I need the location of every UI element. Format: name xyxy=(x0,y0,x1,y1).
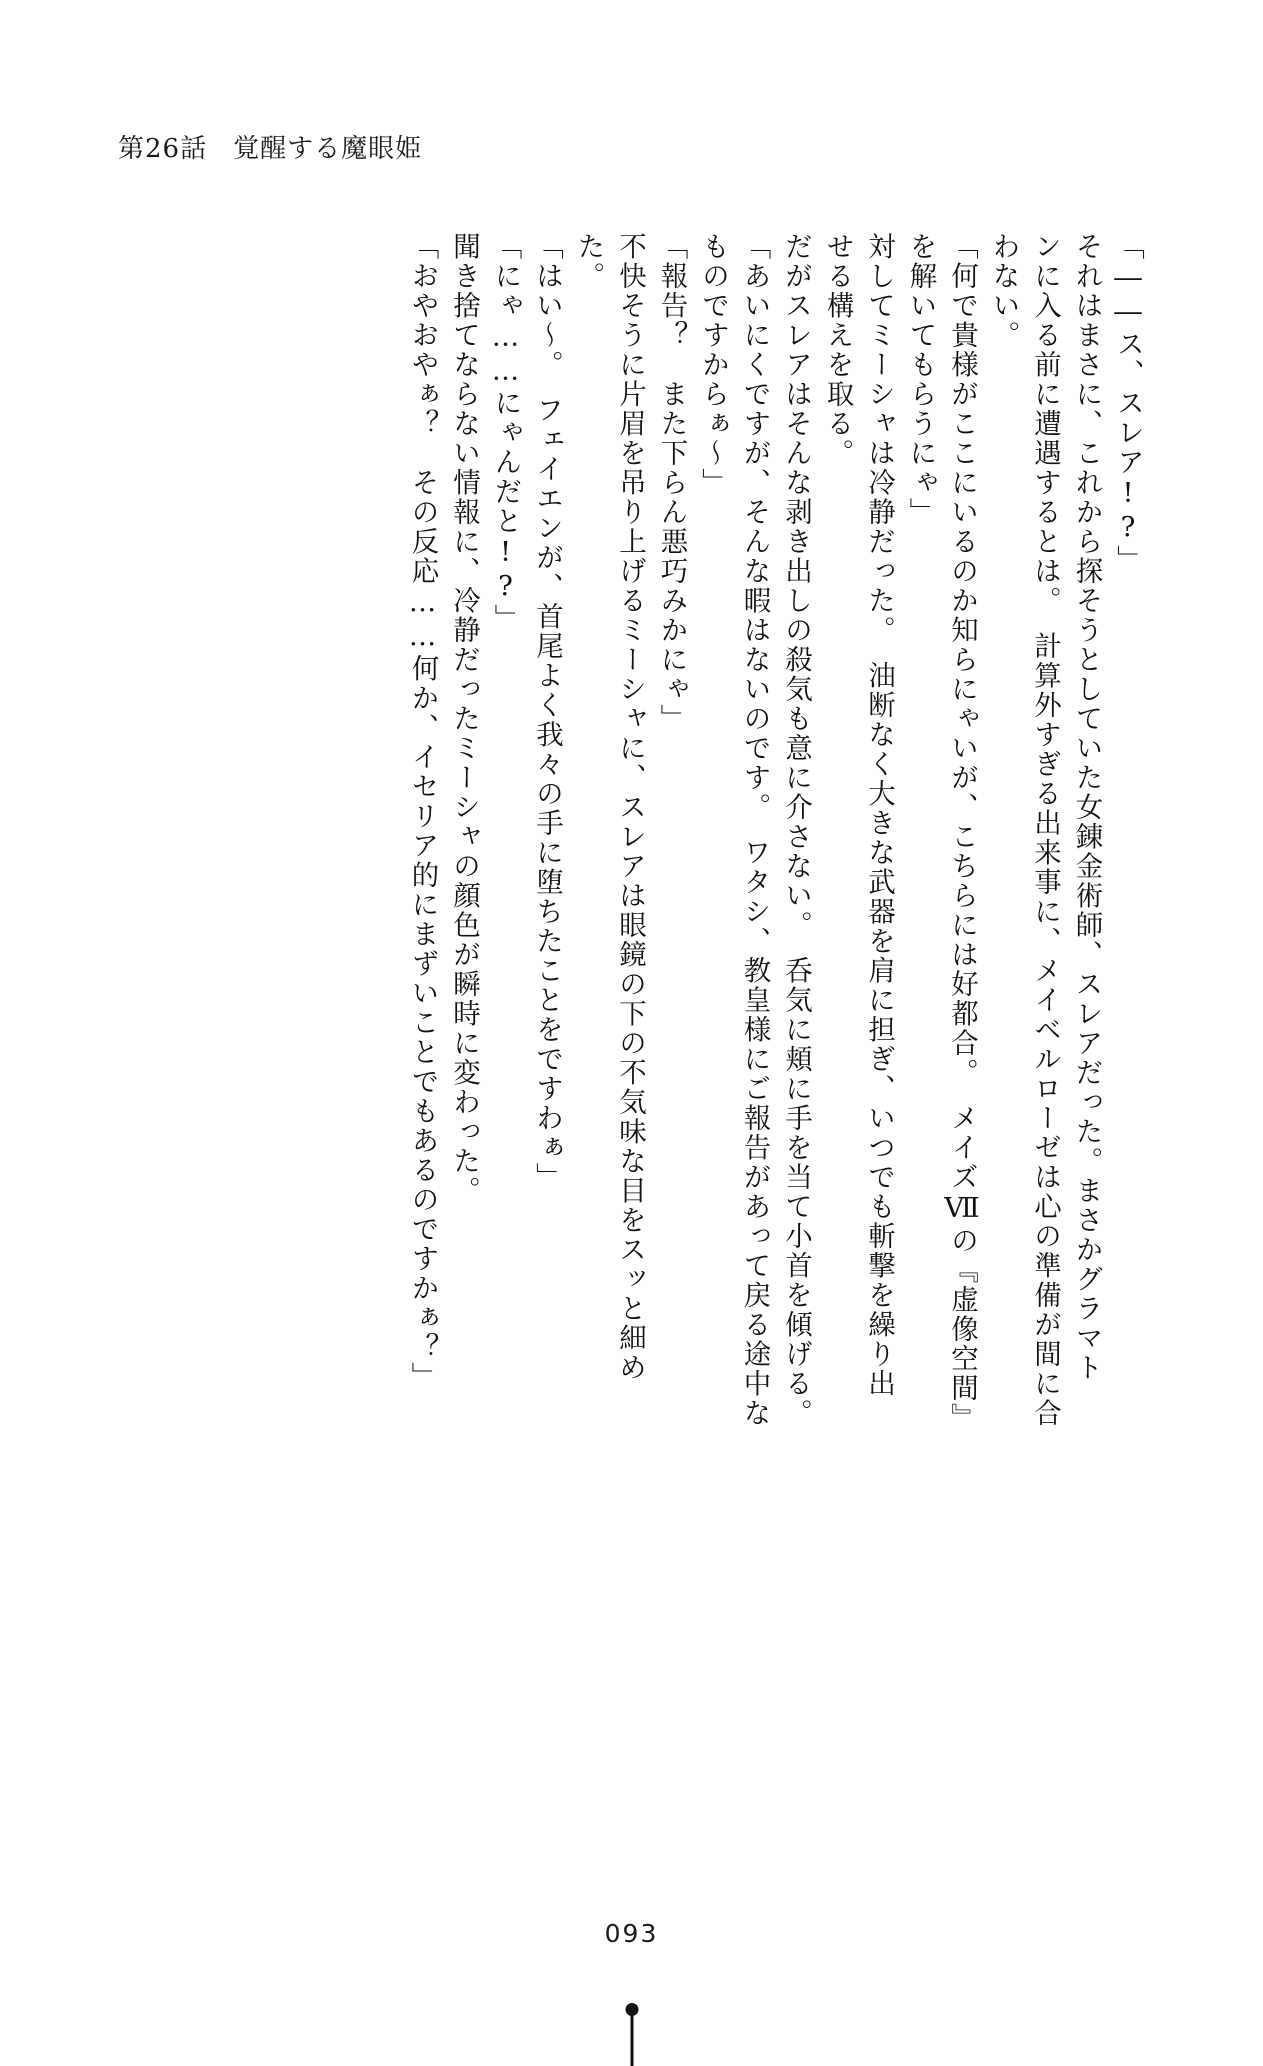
text-column: 「何で貴様がここにいるのか知らにゃいが、こちらには好都合。 メイズⅦの『虚像空間』 xyxy=(946,232,978,1433)
text-column: ものですからぁ～」 xyxy=(697,232,729,498)
running-header xyxy=(118,128,422,165)
text-column: だがスレアはそんな剥き出しの殺気も意に介さない。 呑気に頬に手を当て小首を傾げる。 xyxy=(780,232,812,1428)
text-column: 「にゃ……にゃんだと!?」 xyxy=(489,232,522,634)
text-column: た。 xyxy=(572,232,605,291)
text-column: 「はい～。 フェイエンが、首尾よく我々の手に堕ちたことをですわぁ」 xyxy=(531,232,563,1192)
text-column: 不快そうに片眉を吊り上げるミーシャに、スレアは眼鏡の下の不気味な目をスッと細め xyxy=(614,232,646,1383)
spine-line-mark xyxy=(630,2010,633,2066)
page-number: 093 xyxy=(604,1919,659,1948)
text-column: 「おやおやぁ？ その反応……何か、イセリア的にまずいことでもあるのですかぁ？」 xyxy=(406,232,439,1392)
text-column: わない。 xyxy=(987,232,1020,350)
text-column: 聞き捨てならない情報に、冷静だったミーシャの顔色が瞬時に変わった。 xyxy=(448,232,480,1206)
chapter-number: 第26話 xyxy=(118,134,208,164)
text-column: ンに入る前に遭遇するとは。 計算外すぎる出来事に、メイベルローゼは心の準備が間に合 xyxy=(1029,232,1061,1428)
text-column: それはまさに、これから探そうとしていた女錬金術師、スレアだった。まさかグラマト xyxy=(1070,232,1103,1383)
text-column: せる構えを取る。 xyxy=(821,232,854,468)
body-text xyxy=(261,232,1144,1522)
text-column: を解いてもらうにゃ」 xyxy=(904,232,937,527)
chapter-title: 覚醒する魔眼姫 xyxy=(233,134,423,164)
text-column: 「――ス、スレア!?」 xyxy=(1112,232,1144,575)
text-column: 「あいにくですが、そんな暇はないのです。 ワタシ、教皇様にご報告があって戻る途中な xyxy=(738,232,771,1428)
text-column: 対してミーシャは冷静だった。 油断なく大きな武器を肩に担ぎ、いつでも斬撃を繰り出 xyxy=(863,232,895,1399)
text-column: 「報告？ また下らん悪巧みかにゃ」 xyxy=(655,232,688,734)
